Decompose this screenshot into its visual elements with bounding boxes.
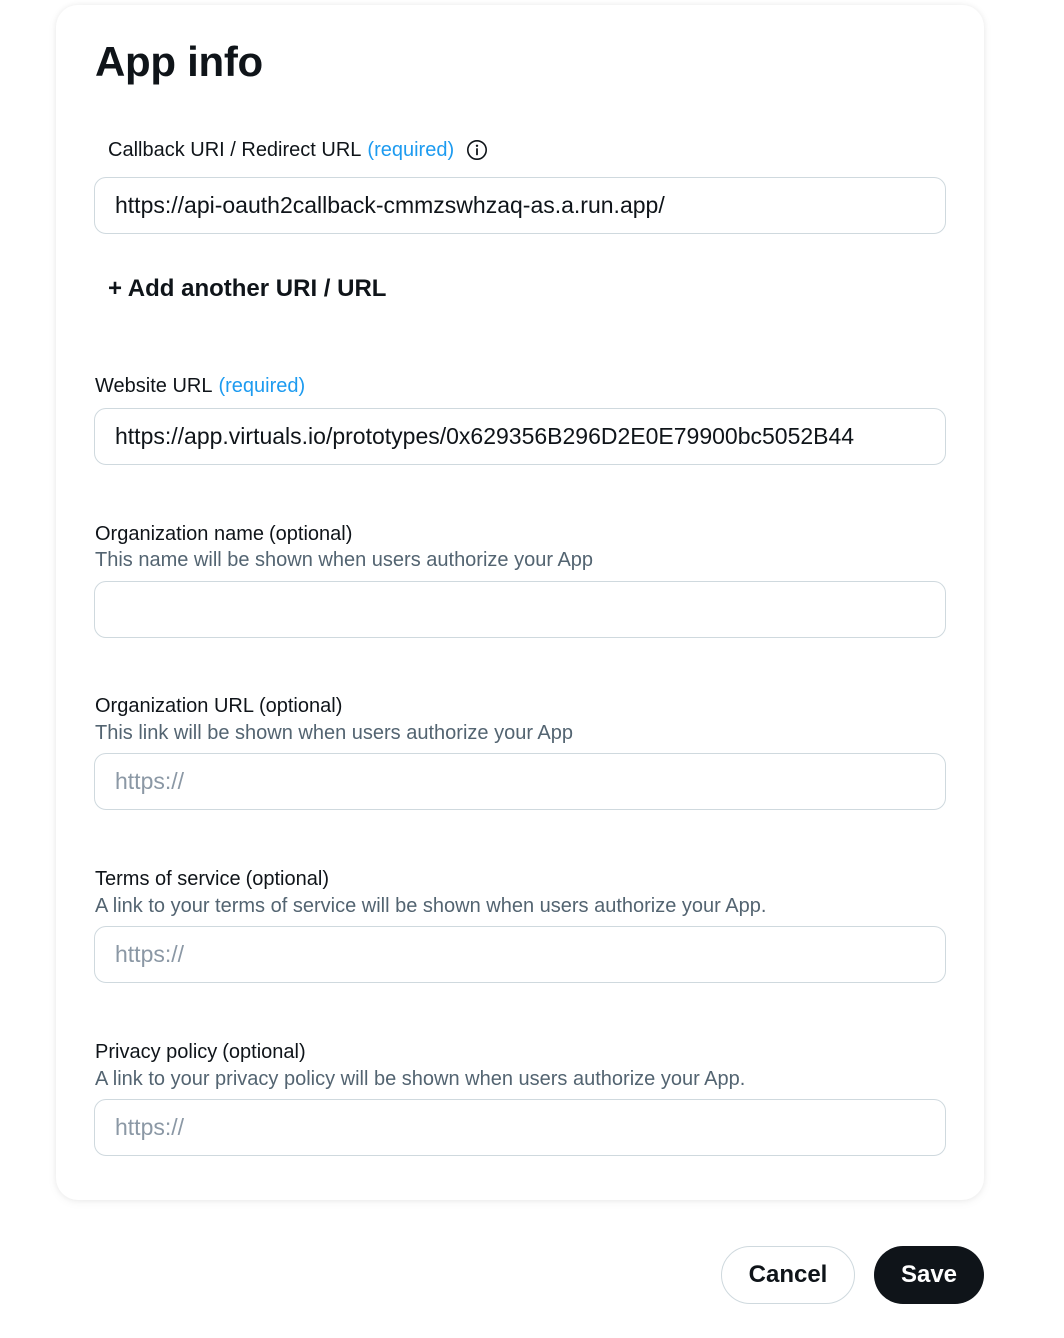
org-url-input[interactable] [95, 754, 945, 809]
org-url-helper: This link will be shown when users authorize your App [95, 722, 574, 744]
privacy-input[interactable] [95, 1100, 945, 1155]
privacy-optional-tag: (optional) [222, 1041, 306, 1063]
terms-input[interactable] [95, 927, 945, 982]
org-url-label-row [95, 694, 342, 718]
org-name-optional-tag: (optional) [268, 523, 353, 545]
save-button[interactable]: Save [874, 1246, 984, 1304]
privacy-field[interactable] [94, 1099, 946, 1156]
callback-url-field[interactable] [94, 177, 946, 234]
callback-label-row [108, 138, 488, 162]
app-info-card [56, 5, 984, 1200]
callback-required-tag: (required) [367, 139, 455, 161]
org-url-label: Organization URL [95, 695, 254, 717]
org-name-field[interactable] [94, 581, 946, 638]
callback-url-input[interactable] [95, 178, 945, 233]
callback-label: Callback URI / Redirect URL [108, 139, 362, 161]
terms-label-row [95, 867, 329, 891]
add-another-uri-button[interactable]: + Add another URI / URL [108, 275, 387, 302]
org-url-field[interactable] [94, 753, 946, 810]
terms-label: Terms of service [95, 868, 241, 890]
page-title: App info [95, 38, 263, 85]
privacy-label: Privacy policy [95, 1041, 218, 1063]
website-required-tag: (required) [218, 375, 306, 397]
website-label: Website URL [95, 375, 213, 397]
privacy-helper: A link to your privacy policy will be shown when users authorize your App. [95, 1068, 746, 1090]
terms-optional-tag: (optional) [245, 868, 329, 890]
website-label-row [95, 374, 305, 398]
org-url-optional-tag: (optional) [258, 695, 343, 717]
info-circle-icon[interactable] [466, 139, 488, 161]
privacy-label-row [95, 1040, 306, 1064]
website-url-input[interactable] [95, 409, 945, 464]
cancel-button[interactable]: Cancel [721, 1246, 855, 1304]
org-name-label: Organization name [95, 523, 264, 545]
terms-helper: A link to your terms of service will be shown when users authorize your App. [95, 895, 767, 917]
website-url-field[interactable] [94, 408, 946, 465]
terms-field[interactable] [94, 926, 946, 983]
org-name-label-row [95, 522, 352, 546]
org-name-helper: This name will be shown when users authorize your App [95, 549, 594, 571]
org-name-input[interactable] [95, 582, 945, 637]
